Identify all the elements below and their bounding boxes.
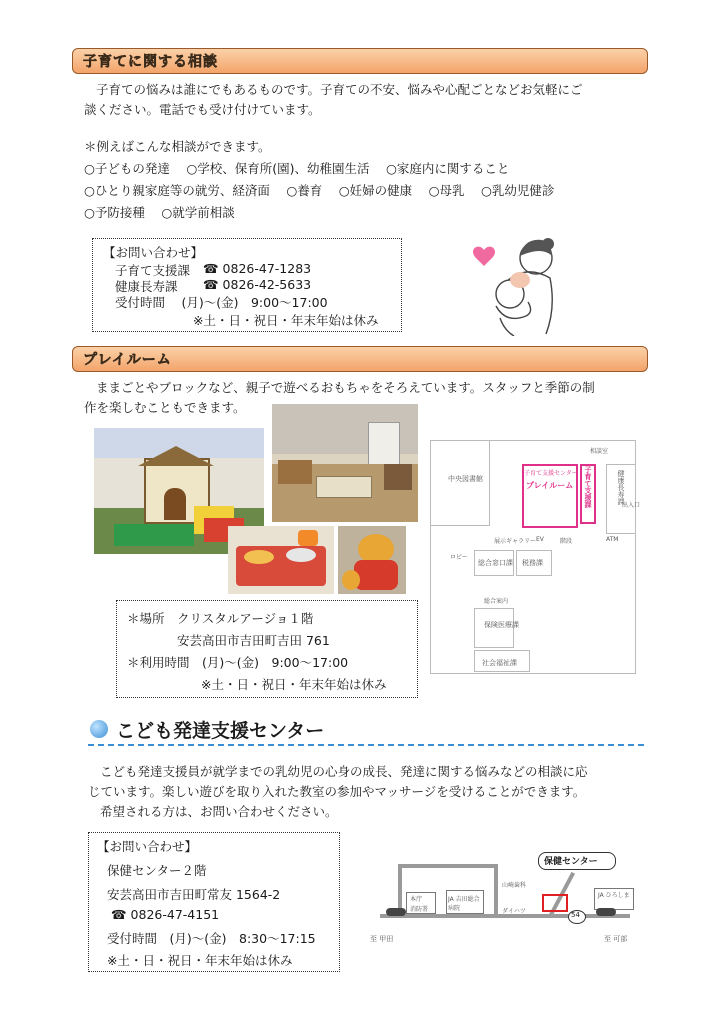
consult-contact-box [92,238,402,332]
map-entrance: 出入口 [622,502,641,509]
playroom-photo-pooh [338,526,406,594]
consult-body-line2: 談ください。電話でも受け付けています。 [84,102,321,117]
traffic-light-icon [386,908,406,916]
playroom-address: 安芸高田市吉田町吉田 761 [177,633,330,648]
map-honcho: 本庁 [410,896,423,903]
map-hokencenter: 保健センター [544,857,598,867]
map-somu: 総合案内 [484,598,509,605]
center-heading: こども発達支援センター [116,720,325,742]
center-body-line1: こども発達支援員が就学までの乳幼児の心身の成長、発達に関する悩みなどの相談に応 [100,764,588,779]
map-kosodate: 子育て支援課 [584,466,592,508]
map-stairs: 階段 [560,538,573,545]
center-address: 安芸高田市吉田町常友 1564-2 [107,887,281,902]
traffic-light-icon [596,908,616,916]
examples-line1: ○子どもの発達 ○学校、保育所(園)、幼稚園生活 ○家庭内に関すること [84,161,510,176]
playroom-body-line2: 作を楽しむこともできます。 [84,400,246,415]
map-fire: 消防署 [410,906,429,913]
center-contact-title: 【お問い合わせ】 [97,839,198,854]
playroom-photo-kitchen-toy [228,526,334,594]
playroom-info-box [116,600,418,698]
contact-tel1[interactable]: ☎ 0826-47-1283 [203,261,312,276]
examples-line3: ○予防接種 ○就学前相談 [84,205,235,220]
contact-title: 【お問い合わせ】 [103,245,204,260]
consult-heading-banner [72,48,648,74]
center-heading-divider [88,744,644,746]
center-hours: 受付時間 (月)～(金) 8:30～17:15 [107,931,316,946]
map-lobby: ロビー [450,554,468,561]
playroom-place: ＊場所 クリスタルアージョ１階 [127,611,314,626]
map-route: 54 [571,911,580,919]
center-body [88,762,648,822]
map-hoken: 保険医療課 [484,621,519,629]
map-playroom: プレイルーム [526,481,574,490]
center-tel[interactable]: ☎ 0826-47-4151 [111,907,220,922]
center-body-line3: 希望される方は、お問い合わせください。 [100,804,338,819]
contact-dept2: 健康長寿課 [115,279,178,294]
map-gallery: 展示ギャラリー [494,538,537,545]
center-place: 保健センター２階 [107,863,207,878]
playroom-body-line1: ままごとやブロックなど、親子で遊べるおもちゃをそろえています。スタッフと季節の制 [96,380,595,395]
examples-intro: ＊例えばこんな相談ができます。 [84,139,271,154]
contact-tel2[interactable]: ☎ 0826-42-5633 [203,277,312,292]
playroom-hours: ＊利用時間 (月)～(金) 9:00～17:00 [127,655,349,670]
map-kenko: 健康長寿課 [617,470,625,505]
map-zeimu: 税務課 [522,559,543,567]
map-consult-room: 相談室 [590,448,609,455]
map-atm: ATM [606,536,619,543]
contact-closed: ※土・日・祝日・年末年始は休み [193,313,379,328]
contact-hours: 受付時間 (月)～(金) 9:00～17:00 [115,295,328,310]
consult-body-line1: 子育ての悩みは誰にでもあるものです。子育ての不安、悩みや心配ごとなどお気軽にご [96,82,583,97]
map-shakai: 社会福祉課 [482,659,517,667]
map-ja-hiroshima: JA ひろしま [598,892,630,899]
playroom-photo-room [272,404,418,522]
consult-heading: 子育てに関する相談 [83,54,218,70]
consult-examples [84,136,644,224]
map-to-koda: 至 甲田 [370,935,394,943]
center-closed: ※土・日・祝日・年末年始は休み [107,953,293,968]
map-ja-hospital: JA 吉田総合病院 [448,896,480,912]
playroom-heading: プレイルーム [83,352,172,368]
hokencenter-marker [542,894,568,912]
map-daihatsu: ダイハツ [502,908,526,915]
map-playroom-label: 子育て支援センター [524,470,578,477]
map-yamasaki: 山崎歯科 [502,882,527,889]
center-contact-box [88,832,340,972]
floor-map [430,440,641,674]
playroom-closed: ※土・日・祝日・年末年始は休み [201,677,387,692]
map-ev: EV [536,536,544,543]
map-madoguchi: 総合窓口課 [478,559,513,567]
bullet-circle-icon [90,720,108,738]
consult-body [84,80,644,120]
map-to-kabe: 至 可部 [604,935,628,943]
map-library: 中央図書館 [448,475,483,483]
playroom-heading-banner [72,346,648,372]
examples-line2: ○ひとり親家庭等の就労、経済面 ○養育 ○妊婦の健康 ○母乳 ○乳幼児健診 [84,183,555,198]
access-map [370,850,638,950]
heart-icon [473,247,495,266]
center-body-line2: じています。楽しい遊びを取り入れた教室の参加やマッサージを受けることができます。 [88,784,586,799]
mother-baby-illustration [470,232,560,336]
contact-dept1: 子育て支援課 [115,263,191,278]
